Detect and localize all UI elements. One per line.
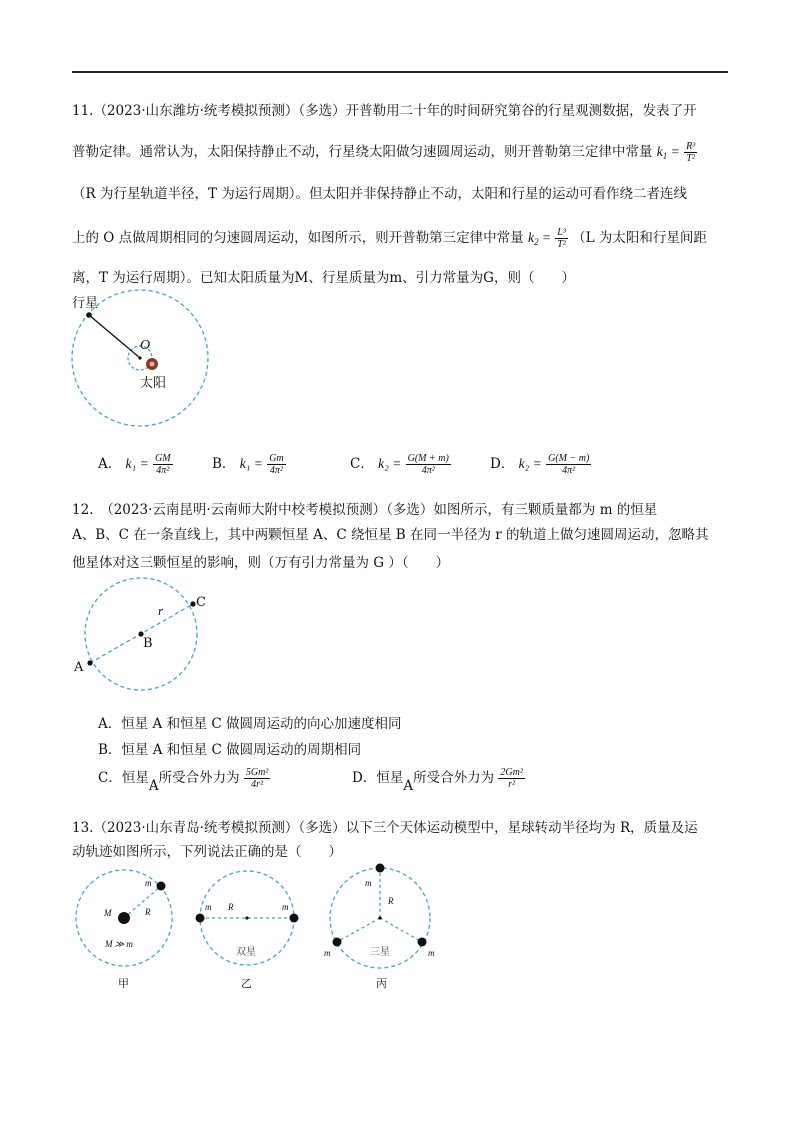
q12-line-3: 他星体对这三颗恒星的影响，则（万有引力常量为 G ）（ ）	[72, 555, 450, 571]
q11-line-1: 11.（2023·山东潍坊·统考模拟预测）（多选）开普勒用二十年的时间研究第谷的行星观测数据，发表了开	[72, 103, 697, 119]
q13-line-1: 13.（2023·山东青岛·统考模拟预测）（多选）以下三个天体运动模型中，星球转动半径均为 R，质量及运	[72, 820, 698, 836]
q12-option-c[interactable]: C．恒星A所受合外力为 $\frac{\text{5Gm²}}{\text{4r²}}$	[98, 767, 269, 794]
jia-M-label: M	[104, 908, 112, 918]
star-b-label: B	[143, 636, 153, 651]
bing-m-right-label: m	[428, 948, 435, 958]
jia-m-label: m	[145, 878, 152, 888]
jia-caption: 甲	[118, 977, 129, 990]
q12-line-2: A、B、C 在一条直线上，其中两颗恒星 A、C 绕恒星 B 在同一半径为 r 的轨道上做匀速圆周运动，忽略其	[72, 527, 709, 543]
bing-m-left-label: m	[324, 948, 331, 958]
central-mass-dot	[118, 912, 130, 924]
sun-label: 太阳	[140, 376, 167, 391]
orbiting-mass-dot	[157, 882, 166, 891]
q12-figure	[82, 568, 212, 698]
triple-star-right-dot	[418, 938, 427, 947]
yi-name-label: 双星	[236, 947, 256, 958]
star-c-label: C	[196, 595, 206, 610]
q12-option-d[interactable]: D．恒星A所受合外力为 $\frac{\text{2Gm²}}{\text{r²}}$	[352, 767, 523, 794]
q11-line-2: 普勒定律。通常认为，太阳保持静止不动，行星绕太阳做匀速圆周运动，则开普勒第三定律中常量 $k_1$ = $\frac{\text{R³}}{\text{T²}}$	[72, 141, 696, 164]
yi-caption: 乙	[241, 977, 252, 990]
binary-star-right-dot	[290, 914, 299, 923]
q12-line-1: 12. （2023·云南昆明·云南师大附中校考模拟预测）（多选）如图所示，有三颗质量都为 m 的恒星	[72, 502, 658, 518]
top-rule	[72, 71, 728, 73]
q11-option-b[interactable]: B． k₁ = $\frac{Gm}{\text{4π²}}$	[212, 453, 284, 476]
q13-line-2: 动轨迹如图所示，下列说法正确的是（ ）	[72, 844, 342, 860]
yi-m-right-label: m	[282, 902, 289, 912]
star-a-dot	[87, 660, 92, 665]
binary-star-left-dot	[196, 914, 205, 923]
yi-R-label: R	[228, 902, 234, 912]
k2-symbol: $k_2$ =	[527, 230, 551, 247]
triple-star-left-dot	[333, 938, 342, 947]
jia-relation-label: M ≫ m	[105, 939, 133, 949]
yi-m-left-label: m	[205, 902, 212, 912]
q11-option-c[interactable]: C． k₂ = $\frac{G(M + m)}{\text{4π²}}$	[350, 453, 449, 476]
k1-symbol: $k_1$ =	[656, 144, 680, 161]
q12-option-b[interactable]: B．恒星 A 和恒星 C 做圆周运动的周期相同	[98, 742, 362, 758]
q11-line-4: 上的 O 点做周期相同的匀速圆周运动，如图所示，则开普勒第三定律中常量 $k_2$ = $\frac{\text{L³}}{\text{T²}}$ （L 为太阳和行星间距	[72, 227, 707, 250]
star-c-dot	[190, 601, 195, 606]
o-label: O	[140, 338, 151, 353]
k1-fraction: $\frac{\text{R³}}{\text{T²}}$	[686, 141, 696, 164]
q12-option-a[interactable]: A．恒星 A 和恒星 C 做圆周运动的向心加速度相同	[98, 716, 402, 732]
q11-line-3: （R 为行星轨道半径，T 为运行周期）。但太阳并非保持静止不动，太阳和行星的运动可看作绕二者连线	[72, 186, 688, 202]
q13-figure-jia	[72, 866, 176, 970]
center-o-dot	[138, 356, 141, 359]
q11-option-a[interactable]: A． k₁ = $\frac{GM}{\text{4π²}}$	[98, 453, 171, 476]
k2-fraction: $\frac{\text{L³}}{\text{T²}}$	[557, 227, 566, 250]
planet-label: 行星	[72, 296, 99, 311]
bing-m-top-label: m	[365, 878, 372, 888]
planet-dot	[86, 312, 92, 318]
bing-caption: 丙	[376, 977, 387, 990]
bing-R-label: R	[388, 896, 394, 906]
q11-option-d[interactable]: D． k₂ = $\frac{G(M - m)}{\text{4π²}}$	[490, 453, 590, 476]
star-a-label: A	[74, 660, 84, 675]
bing-name-label: 三星	[370, 947, 390, 958]
triple-star-top-dot	[376, 864, 385, 873]
q11-line-5: 离，T 为运行周期）。已知太阳质量为M、行星质量为m、引力常量为G，则（ ）	[72, 270, 575, 286]
jia-R-label: R	[145, 907, 151, 917]
radius-label: r	[158, 603, 164, 618]
